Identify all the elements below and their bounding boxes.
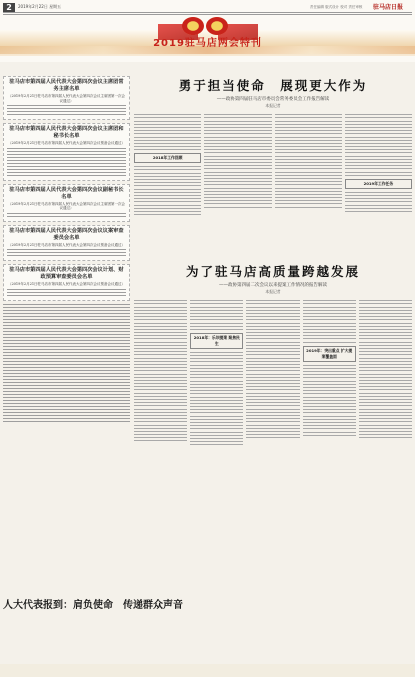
cppcc-emblem-icon — [206, 17, 228, 35]
section-heading-box: 2018年：乐坝提案 聚焦民生 — [190, 333, 243, 349]
article-3-headline: 人大代表报到：肩负使命 传递群众声音 — [3, 600, 183, 611]
list-title: 驻马店市第四届人民代表大会第四次会议副秘书长名单 — [9, 186, 124, 200]
left-column — [3, 76, 130, 659]
list-item — [3, 225, 130, 262]
list-subtitle: （2019年2月21日驻马店市第四届人民代表大会第四次会议主席团第一次会议通过） — [7, 94, 126, 103]
article-body-lines — [3, 304, 130, 422]
article-1-subheadline: ——政协第四届驻马店市委员会常务委员会工作报告解读 — [216, 97, 330, 102]
list-title: 驻马店市第四届人民代表大会第四次会议主席团常务主席名单 — [9, 79, 124, 92]
article-1-headline: 勇于担当使命 展现更大作为 — [178, 78, 368, 93]
section-heading-box: 2018年工作回顾 — [134, 153, 201, 163]
article-1-columns — [134, 112, 412, 217]
section-heading-box: 2019年：突出重点 扩大提案覆盖面 — [303, 346, 356, 362]
list-item — [3, 76, 130, 120]
list-title: 驻马店市第四届人民代表大会第四次会议主席团和秘书长名单 — [9, 126, 124, 139]
list-subtitle: （2019年2月21日驻马店市第四届人民代表大会第四次会议预备会议通过） — [7, 242, 126, 247]
section-title: 2019驻马店两会特刊 — [153, 38, 262, 49]
article-2-subheadline: ——政协第四届二次会议以来提案工作情况的报告解读 — [219, 283, 327, 288]
list-title: 驻马店市第四届人民代表大会第四次会议计划、财政预算审查委员会名单 — [9, 267, 124, 280]
list-item — [3, 123, 130, 181]
dateline: 2019年2月22日 星期五 — [18, 4, 62, 9]
paper-name: 驻马店日报 — [373, 4, 404, 11]
header-rule — [3, 14, 412, 15]
article-3 — [3, 596, 412, 610]
article-2-columns — [134, 298, 412, 448]
list-subtitle: （2019年2月21日驻马店市第四届人民代表大会第四次会议预备会议通过） — [7, 282, 126, 286]
article-2-headline: 为了驻马店高质量跨越发展 — [185, 264, 360, 279]
list-subtitle: （2019年2月21日驻马店市第四届人民代表大会第四次会议主席团第一次会议通过） — [7, 201, 126, 210]
header-rule — [3, 12, 412, 13]
list-item — [3, 184, 130, 222]
list-item — [3, 264, 130, 301]
article-1 — [134, 76, 412, 217]
page-footer — [0, 664, 415, 677]
national-emblem-icon — [182, 17, 204, 35]
section-heading-box: 2019年工作任务 — [345, 179, 412, 189]
list-subtitle: （2019年2月21日驻马店市第四届人民代表大会第四次会议预备会议通过） — [7, 141, 126, 145]
editor-credits: 责任编辑 版式设计 校对 责任审核 — [310, 5, 363, 9]
page-number: 2 — [3, 3, 15, 13]
article-2 — [134, 262, 412, 448]
article-1-byline: 本报记者 — [265, 103, 281, 108]
article-2-byline: 本报记者 — [265, 289, 281, 294]
list-title: 驻马店市第四届人民代表大会第四次会议议案审查委员会名单 — [9, 227, 124, 241]
